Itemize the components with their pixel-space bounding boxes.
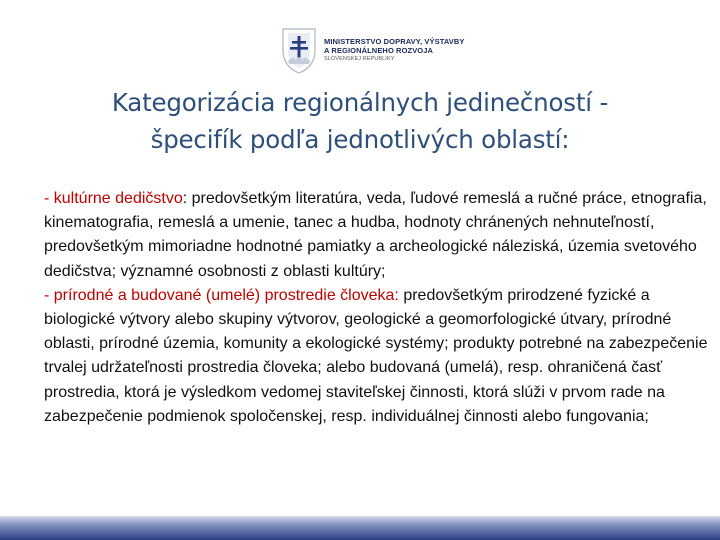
title-line2: špecifík podľa jednotlivých oblastí: (150, 125, 570, 154)
ministry-logo (280, 22, 465, 78)
category-separator: : (182, 190, 192, 207)
category-item-cultural-heritage (44, 187, 710, 284)
ministry-line1: MINISTERSTVO DOPRAVY, VÝSTAVBY (324, 36, 465, 46)
category-item-environment (44, 284, 710, 429)
ministry-name (324, 37, 465, 64)
footer-bar (0, 516, 720, 540)
category-text: predovšetkým prirodzené fyzické a biologické výtvory alebo skupiny výtvorov, geologické a geomorfologické útvary, prírodné oblasti, prírodné územia, komunity a ekologické systémy; produkty potrebné na zabezpečenie trvalej udržateľnosti prostredia človeka; alebo budovaná (umelá), resp. ohraničená časť prostredia, ktorá je výsledkom vedomej staviteľskej činnosti, ktorá slúži v prvom rade na zabezpečenie podmienok spoločenskej, resp. individuálnej činnosti alebo fungovania; (44, 286, 708, 425)
slovak-crest-icon (280, 25, 318, 75)
ministry-line3: SLOVENSKEJ REPUBLIKY (324, 55, 395, 62)
category-separator: : (394, 286, 404, 304)
category-heading: - prírodné a budované (umelé) prostredie človeka (44, 286, 395, 304)
slide-title (20, 84, 700, 158)
title-line1: Kategorizácia regionálnych jedinečností - (111, 88, 609, 117)
category-heading: - kultúrne dedičstvo (44, 190, 183, 207)
ministry-line2: A REGIONÁLNEHO ROZVOJA (324, 45, 434, 55)
category-text: predovšetkým literatúra, veda, ľudové remeslá a ručné práce, etnografia, kinematografia, remeslá a umenie, tanec a hudba, hodnoty chránených nehnuteľností, predovšetkým mimoriadne hodnotné pamiatky a archeologické náleziská, územia svetového dedičstva; významné osobnosti z oblasti kultúry; (44, 190, 707, 280)
slide-body (44, 187, 710, 429)
